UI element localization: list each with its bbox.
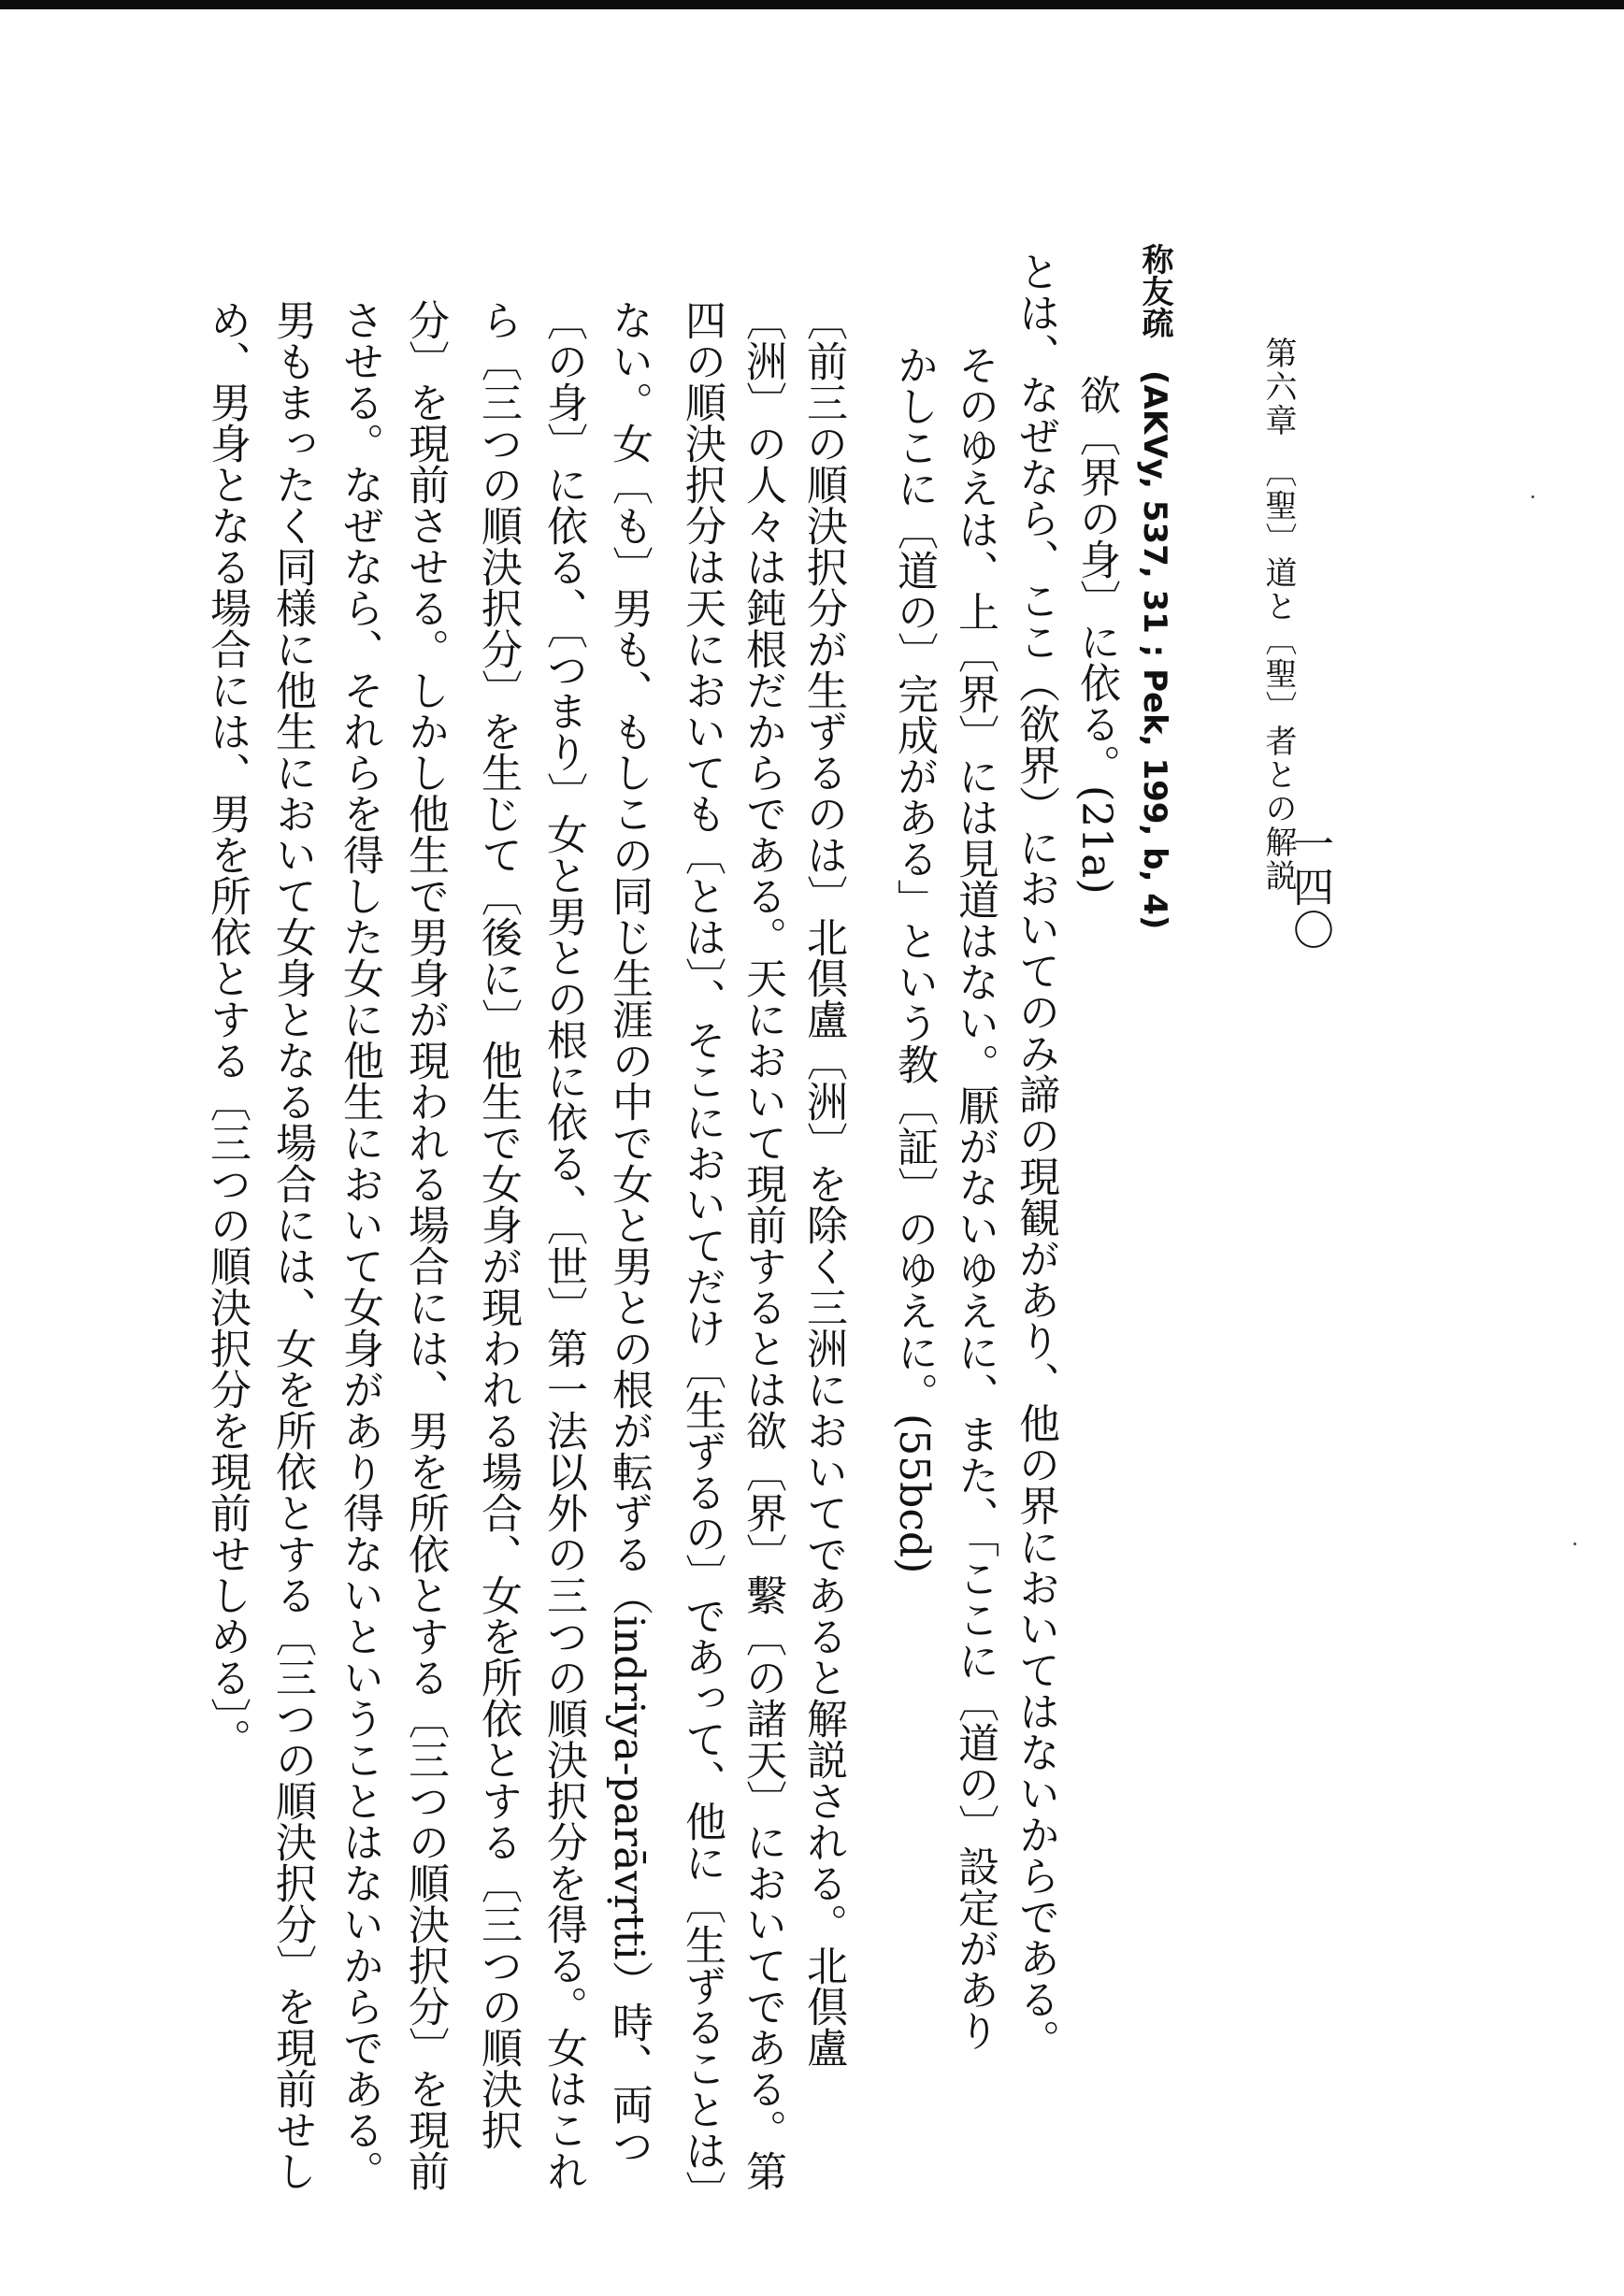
text-line: ない。女〔も〕男も、もしこの同じ生涯の中で女と男との根が転ずる（indriya-parāvṛtti）時、両つ [605,299,653,2166]
text-line: 男もまったく同様に他生において女身となる場合には、女を所依とする〔三つの順決択分〕を現前せし [268,299,316,2191]
text-line: ら〔三つの順決択分〕を生じて〔後に〕他生で女身が現われる場合、女を所依とする〔三つの順決択 [474,299,522,2150]
source-citation: 称友疏 (AKVy, 537, 31 ; Pek, 199, b, 4) [1136,243,1173,930]
text-line: 〔前三の順決択分が生ずるのは〕北倶盧〔洲〕を除く三洲においてであると解説される。北倶盧 [799,299,847,2068]
text-line: 四の順決択分は天においても〔とは〕、そこにおいてだけ〔生ずるの〕であって、他に〔生ずることは〕 [678,299,726,2212]
page-top-edge [0,0,1624,9]
text-line: 〔の身〕に依る、〔つまり〕女と男との根に依る、〔世〕第一法以外の三つの順決択分を得る。女はこれ [539,299,587,2191]
text-line: かしこに〔道の〕完成がある」という教〔証〕のゆえに。(55bcd) [890,344,938,1574]
text-line: め、男身となる場合には、男を所依とする〔三つの順決択分を現前せしめる〕。 [203,299,251,1759]
text-line: とは、なぜなら、ここ（欲界）においてのみ諦の現観があり、他の界においてはないからである。 [1012,251,1059,2060]
scan-speck [1531,495,1534,498]
text-line: 欲〔界の身〕に依る。(21a) [1072,374,1120,895]
scan-speck [1574,1543,1576,1545]
running-header: 第六章 〔聖〕道と〔聖〕者との解説 [1259,337,1297,893]
text-line: そのゆえは、上〔界〕には見道はない。厭がないゆえに、また、「ここに〔道の〕設定があり [951,344,999,2051]
text-line: 〔洲〕の人々は鈍根だからである。天において現前するとは欲〔界〕繫〔の諸天〕においてである。第 [739,299,786,2191]
text-line: させる。なぜなら、それらを得した女に他生において女身があり得ないということはないからである。 [336,299,383,2191]
page-number: 一四〇 [1286,823,1333,952]
text-line: 分〕を現前させる。しかし他生で男身が現われる場合には、男を所依とする〔三つの順決択分〕を現前 [401,299,449,2191]
